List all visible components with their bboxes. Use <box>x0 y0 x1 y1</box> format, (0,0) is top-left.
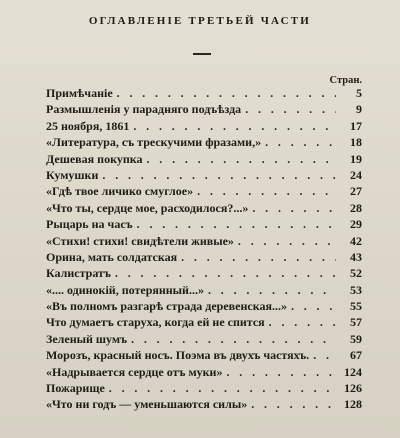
toc-entry-title: «Стихи! стихи! свидѣтели живые» <box>46 233 234 248</box>
toc-entry <box>46 315 362 331</box>
toc-entry-page: 5 <box>356 86 362 100</box>
toc-entry-page: 124 <box>344 364 362 379</box>
toc-entry-title: Рыцарь на часъ <box>46 217 133 232</box>
toc-entry-page: 19 <box>350 151 362 166</box>
toc-entry-title: Орина, мать солдатская <box>46 249 178 264</box>
toc-entry <box>46 135 362 151</box>
toc-entry-title: «Надрывается сердце отъ муки» <box>46 364 223 379</box>
dot-leader <box>291 299 336 314</box>
toc-entry <box>46 234 362 250</box>
toc-entry-title: «Что ты, сердце мое, расходилося?...» <box>46 200 249 215</box>
dot-leader <box>133 119 336 134</box>
dot-leader <box>102 168 336 183</box>
toc-entry <box>46 299 362 315</box>
table-of-contents <box>46 86 362 414</box>
toc-entry <box>46 184 362 200</box>
dot-leader <box>252 201 336 216</box>
toc-entry <box>46 250 362 266</box>
toc-entry-title: «Литература, съ трескучими фразами,» <box>46 135 262 150</box>
dot-leader <box>245 102 336 117</box>
toc-entry <box>46 201 362 217</box>
dot-leader <box>226 365 336 380</box>
toc-entry-page: 126 <box>344 381 362 396</box>
dot-leader <box>137 217 336 232</box>
toc-entry <box>46 102 362 118</box>
toc-entry-page: 17 <box>350 118 362 133</box>
toc-entry-title: Что думаетъ старуха, когда ей не спится <box>46 315 265 330</box>
toc-entry <box>46 397 362 413</box>
toc-entry <box>46 365 362 381</box>
toc-entry <box>46 332 362 348</box>
toc-entry-page: 18 <box>350 135 362 150</box>
toc-entry <box>46 381 362 397</box>
toc-entry-title: «Гдѣ твое личико смуглое» <box>46 184 194 199</box>
toc-entry-title: «.... одинокій, потерянный...» <box>46 282 204 297</box>
dot-leader <box>117 86 336 101</box>
toc-entry <box>46 152 362 168</box>
toc-entry-page: 9 <box>356 102 362 117</box>
page-title: ОГЛАВЛЕНІЕ ТРЕТЬЕЙ ЧАСТИ <box>88 15 312 27</box>
toc-entry-title: Кумушки <box>46 167 99 182</box>
toc-entry-title: Примѣчаніе <box>46 86 113 100</box>
toc-entry-page: 29 <box>350 217 362 232</box>
toc-entry-page: 42 <box>350 233 362 248</box>
toc-entry <box>46 168 362 184</box>
dot-leader <box>146 152 336 167</box>
toc-entry <box>46 217 362 233</box>
dot-leader <box>265 135 336 150</box>
toc-entry <box>46 348 362 364</box>
dot-leader <box>208 283 336 298</box>
toc-entry-title: Калистратъ <box>46 266 111 281</box>
toc-entry-title: «Что ни годъ — уменьшаются силы» <box>46 397 248 412</box>
toc-entry-title: Размышленія у парадняго подъѣзда <box>46 102 242 117</box>
toc-entry-page: 53 <box>350 282 362 297</box>
dot-leader <box>109 381 336 396</box>
toc-entry-title: «Въ полномъ разгарѣ страда деревенская...» <box>46 299 287 314</box>
toc-entry-title: Пожарище <box>46 381 105 396</box>
toc-entry <box>46 266 362 282</box>
toc-entry-page: 67 <box>350 348 362 363</box>
toc-entry-page: 28 <box>350 200 362 215</box>
toc-entry <box>46 119 362 135</box>
dot-leader <box>131 332 336 347</box>
toc-entry-title: Зеленый шумъ <box>46 331 128 346</box>
toc-entry-page: 128 <box>344 397 362 412</box>
toc-entry-page: 57 <box>350 315 362 330</box>
toc-entry-page: 27 <box>350 184 362 199</box>
toc-entry-page: 55 <box>350 299 362 314</box>
toc-entry-page: 59 <box>350 331 362 346</box>
dot-leader <box>238 234 336 249</box>
toc-entry-title: Морозъ, красный носъ. Поэма въ двухъ частяхъ. <box>46 348 310 363</box>
toc-entry-title: Дешевая покупка <box>46 151 143 166</box>
dot-leader <box>197 184 336 199</box>
toc-entry-page: 43 <box>350 249 362 264</box>
toc-entry-title: 25 ноября, 1861 <box>46 118 130 133</box>
dot-leader <box>269 315 336 330</box>
toc-entry <box>46 283 362 299</box>
toc-entry-page: 24 <box>350 167 362 182</box>
dot-leader <box>313 348 336 363</box>
title-divider <box>193 53 211 55</box>
page-column-label: Стран. <box>329 75 362 86</box>
dot-leader <box>181 250 336 265</box>
dot-leader <box>251 397 336 412</box>
toc-entry <box>46 86 362 102</box>
dot-leader <box>115 266 336 281</box>
toc-entry-page: 52 <box>350 266 362 281</box>
